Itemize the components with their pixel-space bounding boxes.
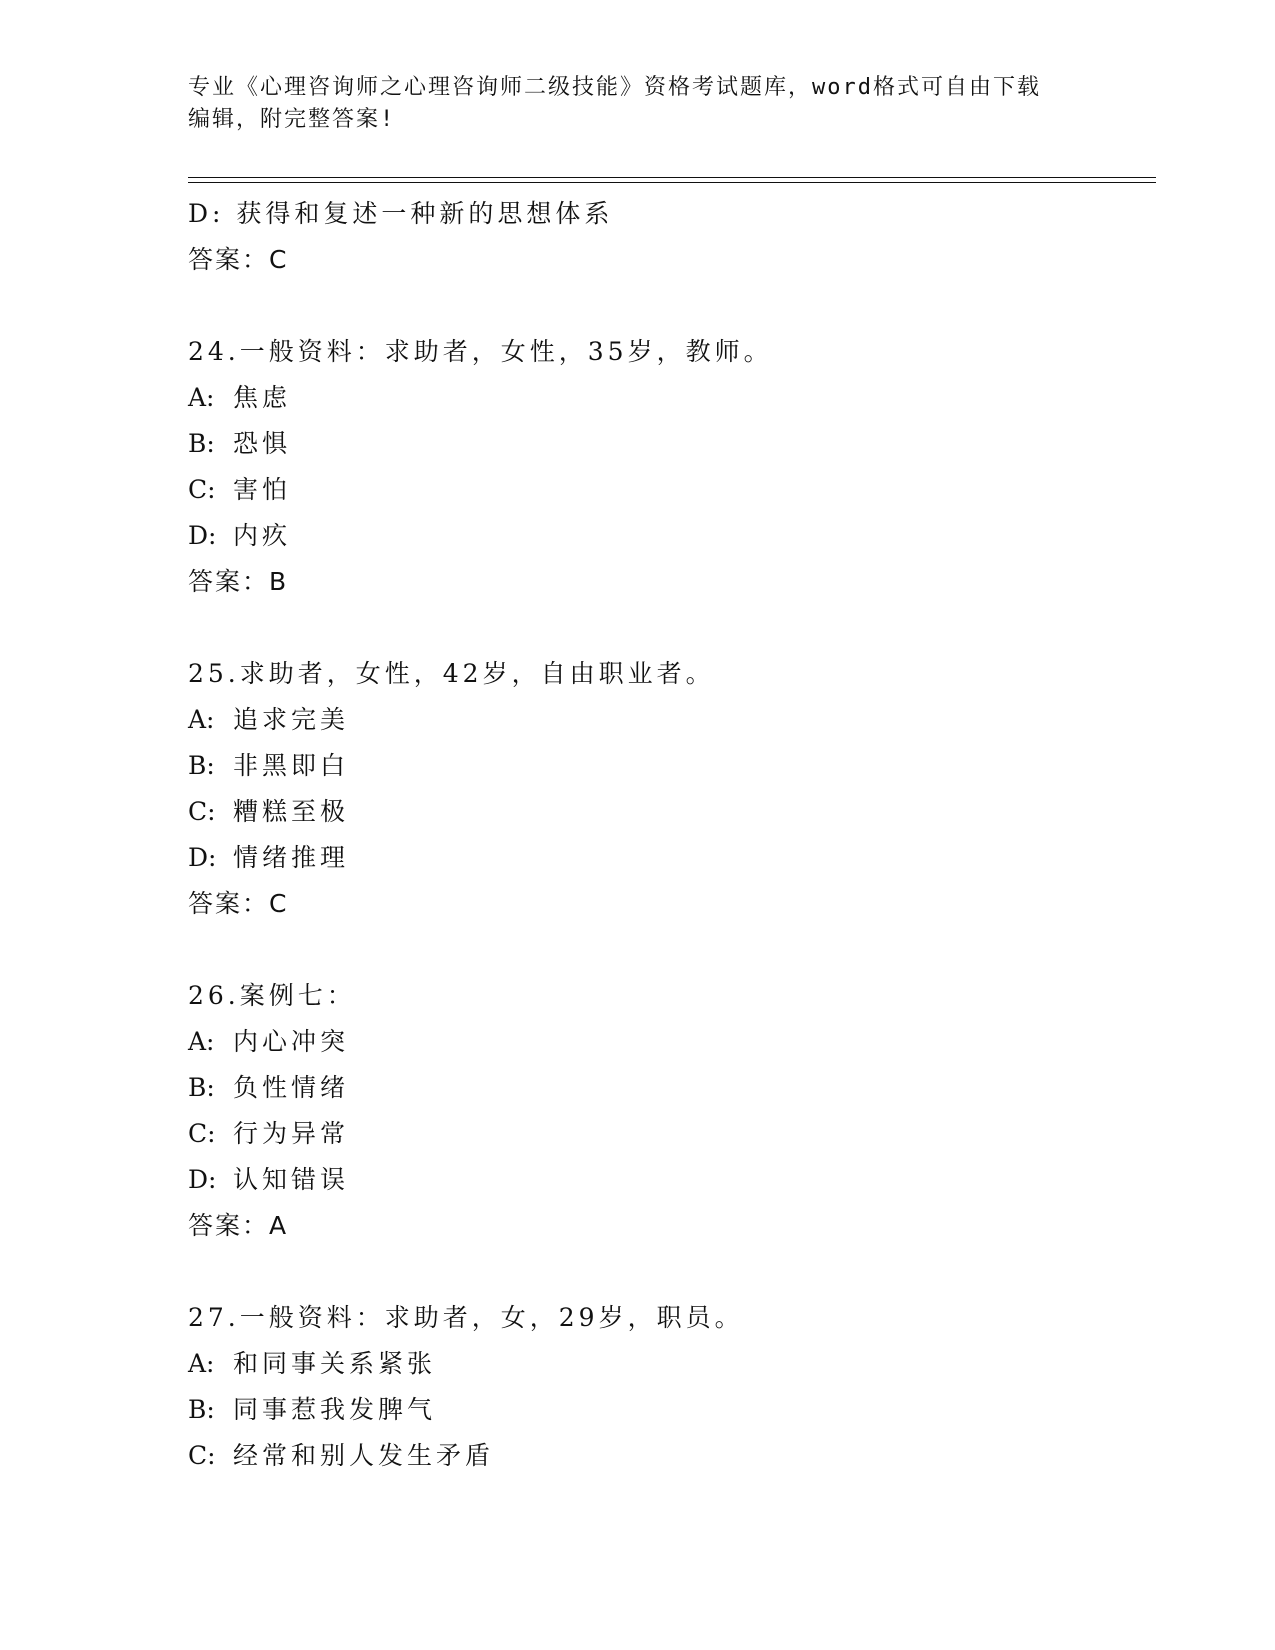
question-stem: 27.一般资料：求助者，女，29岁，职员。 bbox=[188, 1303, 744, 1332]
option-text: 经常和别人发生矛盾 bbox=[233, 1441, 495, 1470]
option-letter: D: bbox=[188, 843, 217, 872]
question-stem: 25.求助者，女性，42岁，自由职业者。 bbox=[188, 659, 715, 688]
option-letter: C: bbox=[188, 797, 216, 826]
option-d bbox=[188, 835, 1148, 881]
option-b bbox=[188, 743, 1148, 789]
option-c bbox=[188, 789, 1148, 835]
header-line-2: 编辑，附完整答案! bbox=[188, 107, 396, 132]
header-line-1: 专业《心理咨询师之心理咨询师二级技能》资格考试题库，word格式可自由下载 bbox=[188, 75, 1041, 100]
option-letter: A: bbox=[188, 383, 215, 412]
option-text: 情绪推理 bbox=[233, 843, 350, 872]
option-letter: D: bbox=[188, 1165, 217, 1194]
option-b bbox=[188, 1065, 1148, 1111]
option-letter: A: bbox=[188, 705, 215, 734]
option-text: 非黑即白 bbox=[233, 751, 350, 780]
option-c bbox=[188, 467, 1148, 513]
spacer bbox=[188, 605, 1148, 651]
option-letter: B: bbox=[188, 429, 215, 458]
question-26 bbox=[188, 973, 1148, 1249]
option-text: 负性情绪 bbox=[233, 1073, 350, 1102]
option-c bbox=[188, 1433, 1148, 1479]
option-text: 恐惧 bbox=[233, 429, 292, 458]
option-text: 行为异常 bbox=[233, 1119, 350, 1148]
question-list bbox=[188, 191, 1148, 1479]
option-b bbox=[188, 421, 1148, 467]
header-divider-top bbox=[188, 177, 1156, 178]
option-c bbox=[188, 1111, 1148, 1157]
option-text: 内疚 bbox=[233, 521, 292, 550]
answer: 答案：A bbox=[188, 1211, 289, 1240]
option-a bbox=[188, 697, 1148, 743]
option-letter: C: bbox=[188, 1119, 216, 1148]
option-b bbox=[188, 1387, 1148, 1433]
option-letter: B: bbox=[188, 751, 215, 780]
option-text: 内心冲突 bbox=[233, 1027, 350, 1056]
option-text: 害怕 bbox=[233, 475, 292, 504]
question-stem: 24.一般资料：求助者，女性，35岁，教师。 bbox=[188, 337, 773, 366]
option-d bbox=[188, 513, 1148, 559]
option-a bbox=[188, 1019, 1148, 1065]
option-a bbox=[188, 375, 1148, 421]
option-text: 同事惹我发脾气 bbox=[233, 1395, 437, 1424]
spacer bbox=[188, 1249, 1148, 1295]
answer: 答案：B bbox=[188, 567, 289, 596]
option-text: 认知错误 bbox=[233, 1165, 350, 1194]
spacer bbox=[188, 283, 1148, 329]
prev-answer: 答案：C bbox=[188, 245, 289, 274]
option-letter: B: bbox=[188, 1395, 215, 1424]
prev-option-d: D: 获得和复述一种新的思想体系 bbox=[188, 199, 614, 228]
option-letter: C: bbox=[188, 1441, 216, 1470]
option-a bbox=[188, 1341, 1148, 1387]
option-letter: D: bbox=[188, 521, 217, 550]
header-divider-bottom bbox=[188, 182, 1156, 183]
option-text: 和同事关系紧张 bbox=[233, 1349, 437, 1378]
option-d bbox=[188, 1157, 1148, 1203]
option-text: 焦虑 bbox=[233, 383, 292, 412]
answer: 答案：C bbox=[188, 889, 289, 918]
option-letter: A: bbox=[188, 1349, 215, 1378]
document-header bbox=[188, 72, 1088, 136]
option-text: 追求完美 bbox=[233, 705, 350, 734]
option-letter: C: bbox=[188, 475, 216, 504]
spacer bbox=[188, 927, 1148, 973]
option-text: 糟糕至极 bbox=[233, 797, 350, 826]
question-stem: 26.案例七： bbox=[188, 981, 356, 1010]
option-letter: B: bbox=[188, 1073, 215, 1102]
option-letter: A: bbox=[188, 1027, 215, 1056]
question-25 bbox=[188, 651, 1148, 927]
question-27 bbox=[188, 1295, 1148, 1479]
question-24 bbox=[188, 329, 1148, 605]
